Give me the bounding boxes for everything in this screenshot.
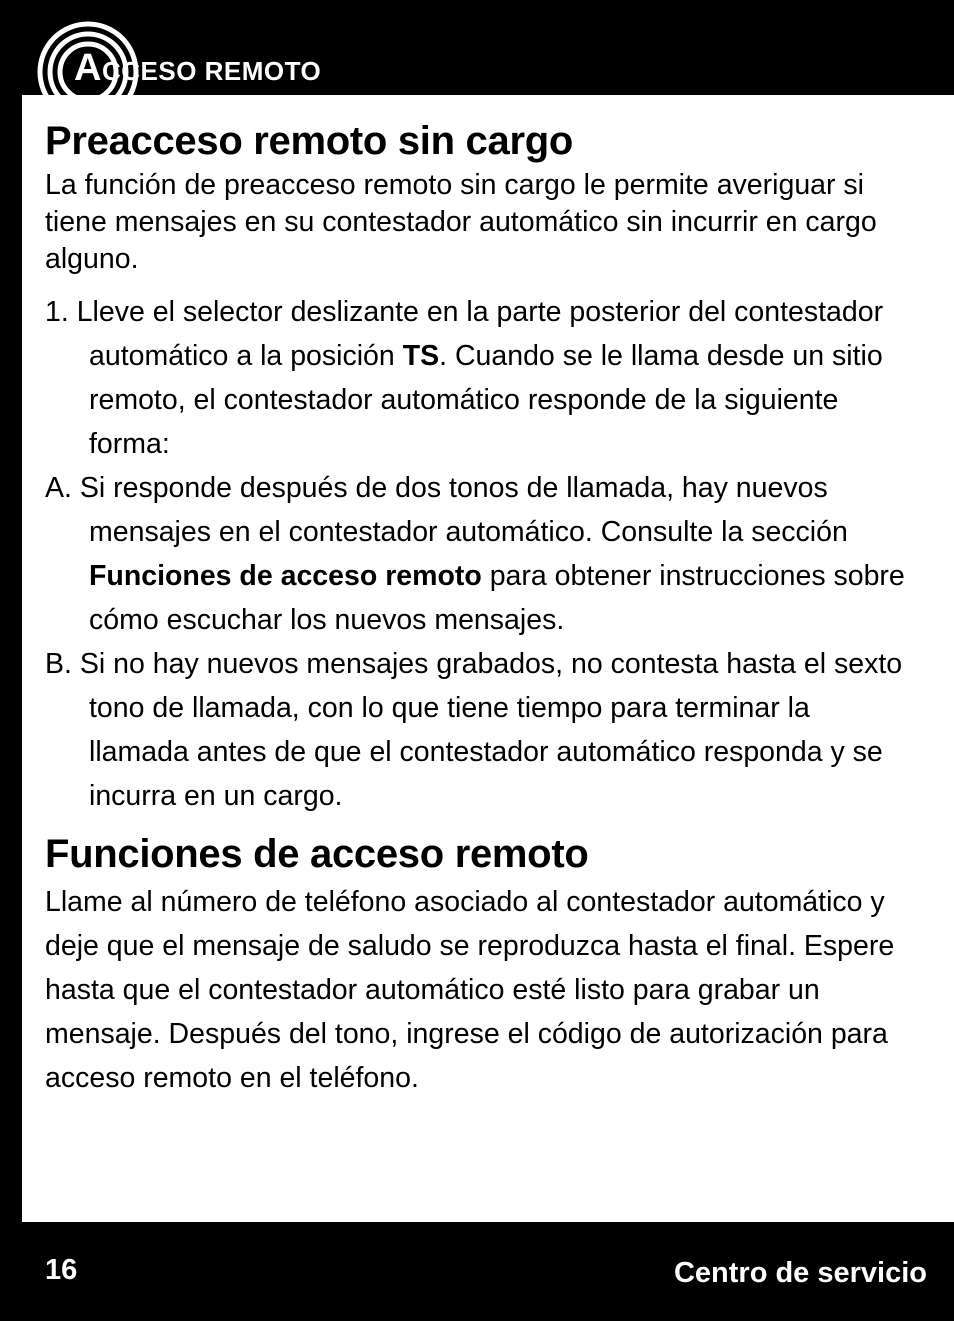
- step-bold-text: TS: [402, 340, 440, 372]
- main-content: [45, 115, 915, 1100]
- step-text: Lleve el selector deslizante en la parte posterior del contestador automático a la posición: [76, 296, 884, 372]
- step-text: . Cuando se le llama desde un sitio remoto, el contestador automático responde de la siguiente forma:: [89, 340, 883, 460]
- funciones-paragraph: Llame al número de teléfono asociado al contestador automático y deje que el mensaje de saludo se reproduzca hasta el final. Espere hasta que el contestador automático esté listo para grabar un mensaje. Después del tono, ingrese el código de autorización para acceso remoto en el teléfono.: [45, 886, 895, 1094]
- heading-preacceso: Preacceso remoto sin cargo: [45, 119, 573, 163]
- instruction-list: [45, 290, 915, 818]
- list-item-1: [45, 290, 915, 466]
- footer-band: [0, 1222, 954, 1321]
- heading-funciones: Funciones de acceso remoto: [45, 832, 589, 876]
- section-header: [74, 47, 321, 90]
- intro-paragraph: La función de preacceso remoto sin cargo le permite averiguar si tiene mensajes en su contestador automático sin incurrir en cargo alguno.: [45, 169, 877, 275]
- list-item-a: [45, 466, 915, 642]
- page-number: 16: [45, 1254, 78, 1286]
- section-header-title: CCESO REMOTO: [101, 56, 322, 86]
- list-marker: 1.: [45, 296, 69, 328]
- step-text: para obtener instrucciones sobre cómo escuchar los nuevos mensajes.: [89, 560, 905, 636]
- left-margin-band: [0, 0, 22, 1321]
- step-bold-text: Funciones de acceso remoto: [89, 560, 482, 592]
- step-text: Si responde después de dos tonos de llamada, hay nuevos mensajes en el contestador automático. Consulte la sección: [79, 472, 848, 548]
- list-marker: A.: [45, 472, 72, 504]
- list-item-b: [45, 642, 915, 818]
- footer-section-label: Centro de servicio: [673, 1257, 927, 1289]
- step-text: Si no hay nuevos mensajes grabados, no contesta hasta el sexto tono de llamada, con lo que tiene tiempo para terminar la llamada antes de que el contestador automático responda y se incurra en un cargo.: [79, 648, 903, 812]
- section-header-initial: A: [74, 47, 102, 89]
- list-marker: B.: [45, 648, 72, 680]
